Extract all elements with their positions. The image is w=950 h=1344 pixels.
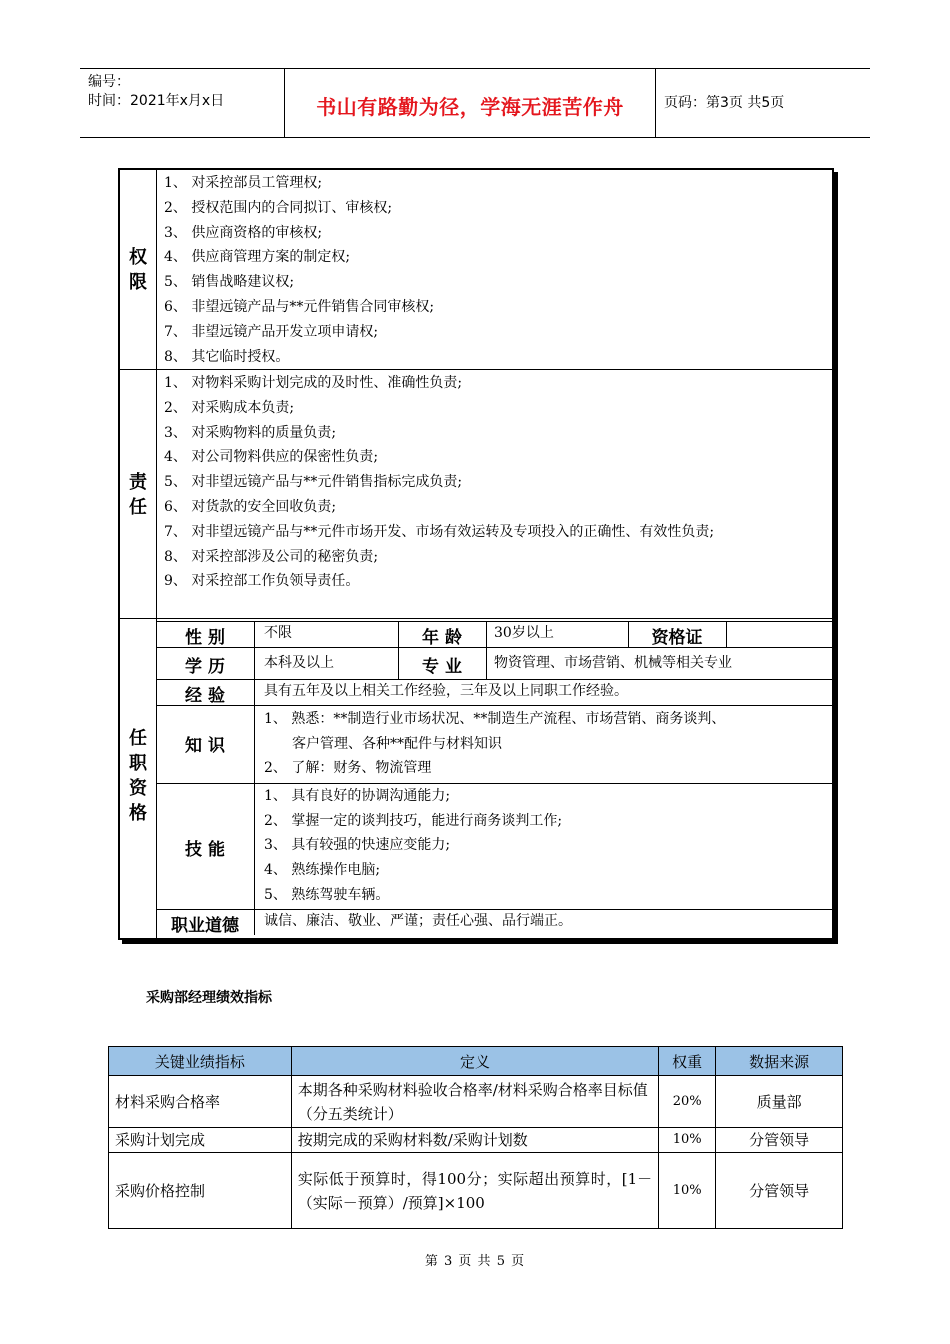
- kpi-source: 分管领导: [716, 1128, 843, 1153]
- qual-row-ethics: [156, 909, 832, 935]
- kpi-section-title: 采购部经理绩效指标: [146, 990, 272, 1006]
- authority-list: [164, 171, 824, 369]
- list-item: 3、 供应商资格的审核权;: [164, 224, 323, 241]
- list-item: 7、 非望远镜产品开发立项申请权;: [164, 323, 379, 340]
- qualification-label: 任 职 资 格: [129, 728, 147, 824]
- major-label: 专 业: [422, 657, 462, 677]
- header-page-number: 页码：第3页 共5页: [664, 95, 785, 111]
- column-header: 数据来源: [716, 1047, 843, 1076]
- kpi-name: 材料采购合格率: [109, 1076, 292, 1128]
- list-item: 6、 非望远镜产品与**元件销售合同审核权;: [164, 298, 435, 315]
- gender-value: 不限: [264, 625, 292, 641]
- ethics-value: 诚信、廉洁、敬业、严谨；责任心强、品行端正。: [264, 913, 572, 929]
- age-value: 30岁以上: [494, 625, 554, 641]
- kpi-source: 分管领导: [716, 1153, 843, 1229]
- ethics-label: 职业道德: [171, 916, 239, 936]
- qual-row-education: [156, 647, 832, 680]
- certificate-label: 资格证: [651, 628, 703, 648]
- row-divider: [120, 369, 832, 370]
- knowledge-line: 2、 了解：财务、物流管理: [264, 760, 432, 776]
- time-label: 时间：2021年x月x日: [88, 93, 225, 109]
- qual-row-experience: [156, 679, 832, 706]
- kpi-source: 质量部: [716, 1076, 843, 1128]
- qual-row-skills: [156, 783, 832, 910]
- education-value: 本科及以上: [264, 655, 334, 671]
- kpi-weight: 20%: [659, 1076, 716, 1128]
- table-row: [109, 1153, 843, 1229]
- list-item: 2、 掌握一定的谈判技巧，能进行商务谈判工作;: [264, 813, 563, 829]
- experience-label: 经 验: [185, 686, 225, 706]
- list-item: 8、 其它临时授权。: [164, 348, 290, 365]
- responsibility-label: 责 任: [129, 472, 147, 518]
- list-item: 3、 对采购物料的质量负责;: [164, 424, 337, 441]
- kpi-name: 采购计划完成: [109, 1128, 292, 1153]
- list-item: 5、 熟练驾驶车辆。: [264, 887, 390, 903]
- list-item: 6、 对货款的安全回收负责;: [164, 498, 337, 515]
- table-row: [109, 1076, 843, 1128]
- kpi-definition: 实际低于预算时，得100分；实际超出预算时，[1－（实际－预算）/预算]×100: [291, 1153, 658, 1229]
- qual-row-gender: [156, 621, 832, 648]
- knowledge-line: 客户管理、各种**配件与材料知识: [292, 736, 502, 752]
- kpi-definition: 按期完成的采购材料数/采购计划数: [291, 1128, 658, 1153]
- list-item: 5、 对非望远镜产品与**元件销售指标完成负责;: [164, 474, 463, 491]
- skills-label: 技 能: [185, 840, 225, 860]
- kpi-weight: 10%: [659, 1153, 716, 1229]
- list-item: 4、 对公司物料供应的保密性负责;: [164, 449, 379, 466]
- page-footer: 第 3 页 共 5 页: [424, 1254, 526, 1269]
- list-item: 1、 对采控部员工管理权;: [164, 175, 323, 191]
- table-row: [109, 1128, 843, 1153]
- page-header: [80, 68, 870, 138]
- kpi-weight: 10%: [659, 1128, 716, 1153]
- list-item: 8、 对采控部涉及公司的秘密负责;: [164, 548, 379, 565]
- list-item: 1、 具有良好的协调沟通能力;: [264, 788, 451, 804]
- header-left: [88, 73, 224, 111]
- list-item: 2、 对采购成本负责;: [164, 399, 295, 416]
- header-motto: 书山有路勤为径，学海无涯苦作舟: [316, 95, 624, 119]
- serial-label: 编号：: [88, 74, 130, 90]
- column-header: 关键业绩指标: [109, 1047, 292, 1076]
- column-header: 权重: [659, 1047, 716, 1076]
- experience-value: 具有五年及以上相关工作经验，三年及以上同职工作经验。: [264, 683, 628, 699]
- job-description-table: [118, 168, 834, 940]
- list-item: 4、 熟练操作电脑;: [264, 862, 381, 878]
- qualification-grid: [156, 621, 832, 938]
- list-item: 2、 授权范围内的合同拟订、审核权;: [164, 199, 393, 216]
- education-label: 学 历: [185, 657, 225, 677]
- table-header-row: [109, 1047, 843, 1076]
- kpi-definition: 本期各种采购材料验收合格率/材料采购合格率目标值（分五类统计）: [291, 1076, 658, 1128]
- kpi-table: [108, 1046, 843, 1229]
- major-value: 物资管理、市场营销、机械等相关专业: [494, 655, 732, 671]
- list-item: 4、 供应商管理方案的制定权;: [164, 249, 351, 266]
- responsibility-list: [164, 371, 824, 594]
- authority-label: 权 限: [129, 247, 147, 293]
- list-item: 5、 销售战略建议权;: [164, 274, 295, 291]
- kpi-name: 采购价格控制: [109, 1153, 292, 1229]
- row-divider: [120, 618, 832, 619]
- list-item: 1、 对物料采购计划完成的及时性、准确性负责;: [164, 375, 463, 391]
- list-item: 7、 对非望远镜产品与**元件市场开发、市场有效运转及专项投入的正确性、有效性负责;: [164, 523, 715, 540]
- age-label: 年 龄: [422, 628, 462, 648]
- knowledge-line: 1、 熟悉：**制造行业市场状况、**制造生产流程、市场营销、商务谈判、: [264, 711, 726, 727]
- gender-label: 性 别: [185, 628, 225, 648]
- list-item: 3、 具有较强的快速应变能力;: [264, 837, 451, 853]
- knowledge-label: 知 识: [185, 736, 225, 756]
- header-divider: [655, 69, 656, 137]
- qual-row-knowledge: [156, 705, 832, 784]
- list-item: 9、 对采控部工作负领导责任。: [164, 573, 360, 590]
- column-header: 定义: [291, 1047, 658, 1076]
